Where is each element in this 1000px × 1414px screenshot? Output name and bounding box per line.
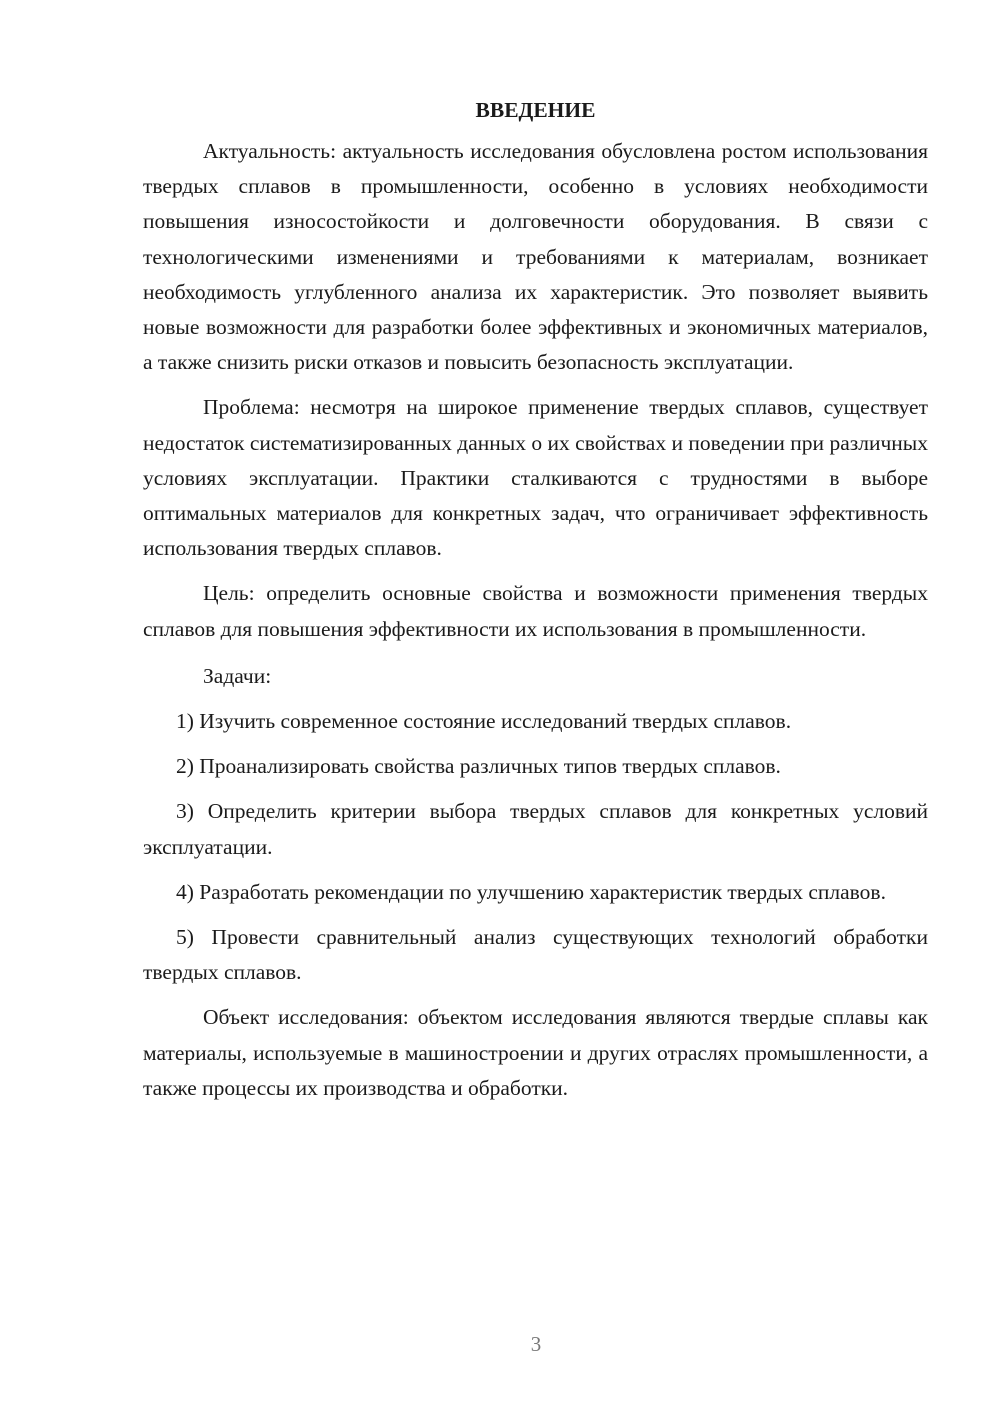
relevance-paragraph: Актуальность: актуальность исследования обусловлена ростом использования твердых сплавов в промышленности, особенно в условиях необходимости повышения износостойкости и долговечности оборудования. В связи с технологическими изменениями и требованиями к материалам, возникает необходимость углубленного анализа их характеристик. Это позволяет выявить новые возможности для разработки более эффективных и экономичных материалов, а также снизить риски отказов и повысить безопасность эксплуатации. bbox=[143, 139, 928, 375]
task-item-5: 5) Провести сравнительный анализ существующих технологий обработки твердых сплавов. bbox=[143, 925, 928, 985]
task-item-1: 1) Изучить современное состояние исследований твердых сплавов. bbox=[176, 709, 792, 734]
task-item-2: 2) Проанализировать свойства различных типов твердых сплавов. bbox=[176, 754, 781, 779]
tasks-heading: Задачи: bbox=[203, 663, 272, 688]
page-number: 3 bbox=[530, 1332, 542, 1356]
object-paragraph: Объект исследования: объектом исследования являются твердые сплавы как материалы, используемые в машиностроении и других отраслях промышленности, а также процессы их производства и обработки. bbox=[143, 1005, 928, 1100]
task-item-3: 3) Определить критерии выбора твердых сплавов для конкретных условий эксплуатации. bbox=[143, 799, 928, 859]
problem-paragraph: Проблема: несмотря на широкое применение твердых сплавов, существует недостаток систематизированных данных о их свойствах и поведении при различных условиях эксплуатации. Практики сталкиваются с трудностями в выборе оптимальных материалов для конкретных задач, что ограничивает эффективность использования твердых сплавов. bbox=[143, 395, 928, 561]
task-item-4: 4) Разработать рекомендации по улучшению характеристик твердых сплавов. bbox=[176, 879, 886, 904]
goal-paragraph: Цель: определить основные свойства и возможности применения твердых сплавов для повышения эффективности их использования в промышленности. bbox=[143, 581, 928, 641]
section-title: ВВЕДЕНИЕ bbox=[475, 98, 596, 122]
document-body bbox=[143, 93, 928, 1106]
